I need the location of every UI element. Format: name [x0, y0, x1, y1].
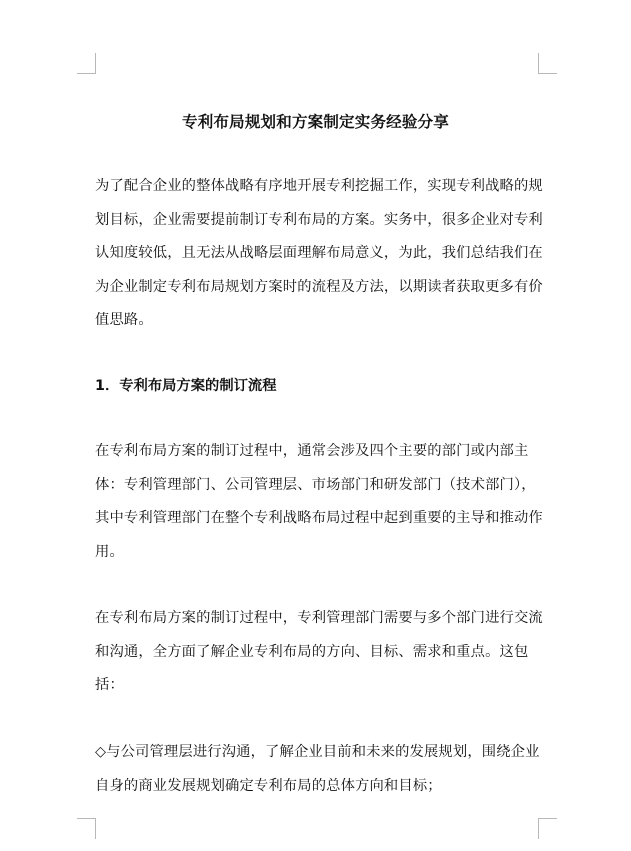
- document-title: 专利布局规划和方案制定实务经验分享: [182, 113, 449, 131]
- crop-mark-bottom-right: [538, 818, 557, 839]
- crop-mark-bottom-left: [77, 818, 96, 839]
- crop-mark-top-left: [77, 53, 96, 74]
- section-paragraph-2: 在专利布局方案的制订过程中，专利管理部门需要与多个部门进行交流和沟通，全方面了解企业专利布局的方向、目标、需求和重点。这包括：: [95, 610, 543, 693]
- section-heading: 1．专利布局方案的制订流程: [95, 378, 277, 394]
- bullet-item: ◇与公司管理层进行沟通，了解企业目前和未来的发展规划，围绕企业自身的商业发展规划确定专利布局的总体方向和目标；: [95, 744, 540, 794]
- crop-mark-top-right: [538, 53, 557, 74]
- intro-paragraph: 为了配合企业的整体战略有序地开展专利挖掘工作，实现专利战略的规划目标，企业需要提前制订专利布局的方案。实务中，很多企业对专利认知度较低，且无法从战略层面理解布局意义，为此，我们总结我们在为企业制定专利布局规划方案时的流程及方法，以期读者获取更多有价值思路。: [95, 178, 543, 328]
- section-paragraph-1: 在专利布局方案的制订过程中，通常会涉及四个主要的部门或内部主体：专利管理部门、公司管理层、市场部门和研发部门（技术部门），其中专利管理部门在整个专利战略布局过程中起到重要的主导和推动作用。: [95, 443, 543, 560]
